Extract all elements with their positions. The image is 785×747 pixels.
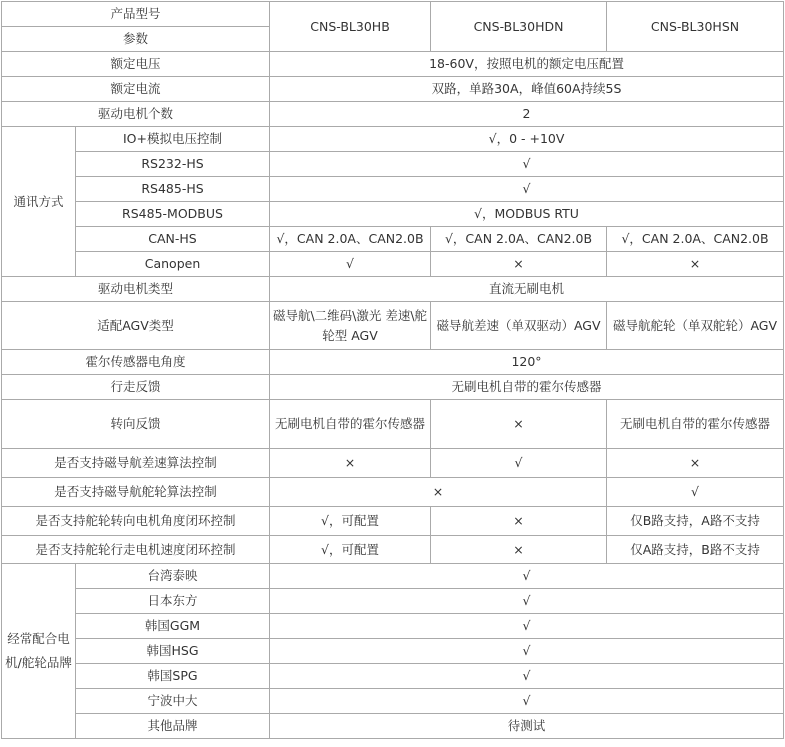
table-row [2, 77, 784, 102]
cell-value: 磁导航差速（单双驱动）AGV [431, 302, 607, 350]
row-label: 转向反馈 [2, 400, 270, 449]
table-row [2, 202, 784, 227]
row-label: 韩国HSG [76, 639, 270, 664]
row-label: 是否支持舵轮转向电机角度闭环控制 [2, 507, 270, 536]
row-label: 其他品牌 [76, 714, 270, 739]
spec-table [1, 1, 784, 739]
row-label: 日本东方 [76, 589, 270, 614]
table-row [2, 127, 784, 152]
table-row [2, 350, 784, 375]
cell-value: 无刷电机自带的霍尔传感器 [607, 400, 784, 449]
cell-value: √，CAN 2.0A、CAN2.0B [270, 227, 431, 252]
row-label: RS485-HS [76, 177, 270, 202]
row-label: 行走反馈 [2, 375, 270, 400]
cell-value: √ [607, 478, 784, 507]
table-row [2, 375, 784, 400]
table-row [2, 564, 784, 589]
table-row [2, 252, 784, 277]
table-row [2, 664, 784, 689]
group-label: 经常配合电机/舵轮品牌 [2, 564, 76, 739]
cell-value: √ [270, 152, 784, 177]
model-label: 产品型号 [2, 2, 270, 27]
table-row [2, 277, 784, 302]
cell-value: 待测试 [270, 714, 784, 739]
row-label: 霍尔传感器电角度 [2, 350, 270, 375]
cell-value: × [431, 400, 607, 449]
cell-value: 无刷电机自带的霍尔传感器 [270, 375, 784, 400]
cell-value: 2 [270, 102, 784, 127]
cell-value: √，可配置 [270, 507, 431, 536]
table-row [2, 639, 784, 664]
cell-value: × [607, 252, 784, 277]
row-label: 韩国GGM [76, 614, 270, 639]
cell-value: 仅B路支持，A路不支持 [607, 507, 784, 536]
model-name: CNS-BL30HDN [431, 2, 607, 52]
row-label: Canopen [76, 252, 270, 277]
row-label: 额定电压 [2, 52, 270, 77]
table-row [2, 478, 784, 507]
table-row [2, 52, 784, 77]
row-label: IO+模拟电压控制 [76, 127, 270, 152]
cell-value: √，可配置 [270, 536, 431, 564]
cell-value: × [431, 507, 607, 536]
cell-value: √ [270, 639, 784, 664]
group-label: 通讯方式 [2, 127, 76, 277]
cell-value: × [270, 478, 607, 507]
cell-value: 无刷电机自带的霍尔传感器 [270, 400, 431, 449]
table-row [2, 302, 784, 350]
cell-value: √，CAN 2.0A、CAN2.0B [607, 227, 784, 252]
table-row [2, 507, 784, 536]
row-label: 驱动电机类型 [2, 277, 270, 302]
row-label: 是否支持舵轮行走电机速度闭环控制 [2, 536, 270, 564]
table-row [2, 614, 784, 639]
cell-value: √ [431, 449, 607, 478]
cell-value: √，MODBUS RTU [270, 202, 784, 227]
cell-value: 120° [270, 350, 784, 375]
table-row [2, 227, 784, 252]
cell-value: × [431, 536, 607, 564]
row-label: 驱动电机个数 [2, 102, 270, 127]
row-label: 是否支持磁导航差速算法控制 [2, 449, 270, 478]
cell-value: √，0 - +10V [270, 127, 784, 152]
cell-value: √ [270, 177, 784, 202]
cell-value: √ [270, 614, 784, 639]
table-row [2, 449, 784, 478]
table-row [2, 400, 784, 449]
row-label: 韩国SPG [76, 664, 270, 689]
table-row [2, 2, 784, 27]
row-label: 是否支持磁导航舵轮算法控制 [2, 478, 270, 507]
cell-value: 磁导航\二维码\激光 差速\舵轮型 AGV [270, 302, 431, 350]
model-name: CNS-BL30HSN [607, 2, 784, 52]
cell-value: 双路，单路30A，峰值60A持续5S [270, 77, 784, 102]
table-row [2, 152, 784, 177]
table-row [2, 689, 784, 714]
row-label: 台湾泰映 [76, 564, 270, 589]
row-label: 额定电流 [2, 77, 270, 102]
row-label: CAN-HS [76, 227, 270, 252]
cell-value: 仅A路支持，B路不支持 [607, 536, 784, 564]
cell-value: √ [270, 564, 784, 589]
row-label: RS485-MODBUS [76, 202, 270, 227]
cell-value: × [607, 449, 784, 478]
table-row [2, 714, 784, 739]
model-name: CNS-BL30HB [270, 2, 431, 52]
row-label: 适配AGV类型 [2, 302, 270, 350]
table-row [2, 102, 784, 127]
cell-value: √ [270, 664, 784, 689]
table-row [2, 536, 784, 564]
cell-value: √ [270, 252, 431, 277]
table-row [2, 177, 784, 202]
cell-value: √ [270, 689, 784, 714]
cell-value: √，CAN 2.0A、CAN2.0B [431, 227, 607, 252]
row-label: 宁波中大 [76, 689, 270, 714]
cell-value: × [270, 449, 431, 478]
row-label: RS232-HS [76, 152, 270, 177]
cell-value: 18-60V，按照电机的额定电压配置 [270, 52, 784, 77]
cell-value: × [431, 252, 607, 277]
cell-value: 直流无刷电机 [270, 277, 784, 302]
table-row [2, 589, 784, 614]
cell-value: 磁导航舵轮（单双舵轮）AGV [607, 302, 784, 350]
param-label: 参数 [2, 27, 270, 52]
cell-value: √ [270, 589, 784, 614]
